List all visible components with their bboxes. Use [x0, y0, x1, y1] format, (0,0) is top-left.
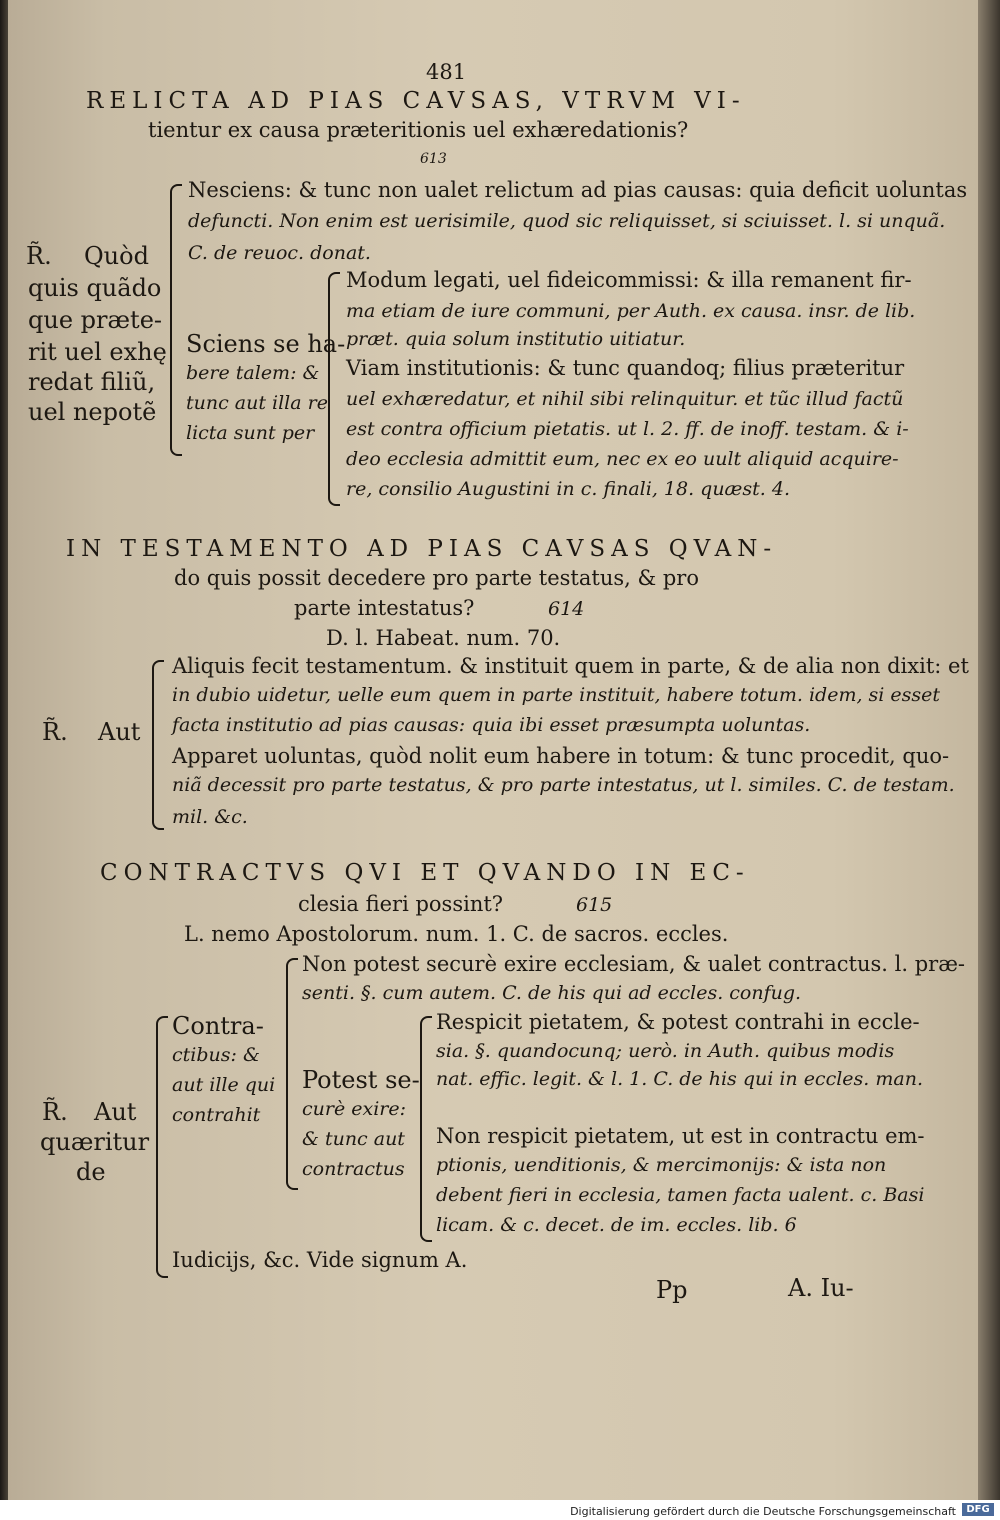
dfg-logo: DFG	[962, 1503, 994, 1516]
section1-lead-line: redat filiũ,	[28, 368, 156, 396]
section1-lead-line: rit uel exhę	[28, 338, 167, 366]
section2-number: 614	[548, 598, 585, 620]
non-respicit-line: licam. & c. decet. de im. eccles. lib. 6	[436, 1214, 797, 1236]
respicit-line: sia. §. quandocunq; uerò. in Auth. quibus modis	[436, 1040, 895, 1062]
contra-line: Contra-	[172, 1012, 264, 1040]
sciens-line: bere talem: &	[186, 362, 320, 384]
section1-lead-line: quis quãdo	[28, 274, 162, 302]
section2-brace	[152, 660, 164, 830]
sciens-line: tunc aut illa re	[186, 392, 328, 414]
page	[8, 0, 978, 1500]
potest-line: contractus	[302, 1158, 405, 1180]
aliquis-line: facta institutio ad pias causas: quia ibi esset præsumpta uoluntas.	[172, 714, 811, 736]
iudicijs-line: Iudicijs, &c. Vide signum A.	[172, 1248, 468, 1272]
non-potest-line: senti. §. cum autem. C. de his qui ad eccles. confug.	[302, 982, 802, 1004]
section1-lead-line: uel nepotẽ	[28, 398, 157, 426]
viam-line: Viam institutionis: & tunc quandoq; filius præteritur	[346, 356, 905, 380]
section1-main-brace	[170, 184, 182, 456]
contra-line: aut ille qui	[172, 1074, 276, 1096]
apparet-line: Apparet uoluntas, quòd nolit eum habere in totum: & tunc procedit, quo-	[172, 744, 950, 768]
non-respicit-line: debent fieri in ecclesia, tamen facta ualent. c. Basi	[436, 1184, 925, 1206]
viam-line: est contra officium pietatis. ut l. 2. ff. de inoff. testam. & i-	[346, 418, 909, 440]
section2-heading-line3: parte intestatus?	[294, 596, 475, 620]
section1-number: 613	[420, 151, 447, 167]
section1-sign: R̃.	[26, 242, 52, 270]
respicit-line: Respicit pietatem, & potest contrahi in eccle-	[436, 1010, 920, 1034]
modum-line: ma etiam de iure communi, per Auth. ex causa. insr. de lib.	[346, 300, 916, 322]
section1-lead-line: que præte-	[28, 306, 163, 334]
section1-lead-line: Quòd	[84, 242, 149, 270]
section1-sub-brace	[328, 272, 340, 506]
section2-reference: D. l. Habeat. num. 70.	[326, 626, 561, 650]
page-number: 481	[426, 60, 467, 84]
section3-lead-line: quæritur	[40, 1128, 150, 1156]
viam-line: deo ecclesia admittit eum, nec ex eo uult aliquid acquire-	[346, 448, 899, 470]
aliquis-line: in dubio uidetur, uelle eum quem in parte instituit, habere totum. idem, si esset	[172, 684, 941, 706]
section2-sign: R̃.	[42, 718, 68, 746]
contra-line: contrahit	[172, 1104, 261, 1126]
potest-line: Potest se-	[302, 1066, 420, 1094]
section3-sign: R̃.	[42, 1098, 68, 1126]
respicit-line: nat. effic. legit. & l. 1. C. de his qui in eccles. man.	[436, 1068, 923, 1090]
non-potest-line: Non potest securè exire ecclesiam, & ualet contractus. l. præ-	[302, 952, 966, 976]
potest-line: & tunc aut	[302, 1128, 405, 1150]
section3-lead-line: de	[76, 1158, 106, 1186]
signature-mark: Pp	[656, 1276, 688, 1304]
contra-line: ctibus: &	[172, 1044, 260, 1066]
catchword: A. Iu-	[788, 1274, 854, 1302]
non-respicit-line: Non respicit pietatem, ut est in contractu em-	[436, 1124, 925, 1148]
section3-heading-line2: clesia fieri possint?	[298, 892, 504, 916]
section3-main-brace	[156, 1016, 168, 1278]
section3-reference: L. nemo Apostolorum. num. 1. C. de sacros. eccles.	[184, 922, 729, 946]
nesciens-line: C. de reuoc. donat.	[188, 242, 371, 264]
aliquis-line: Aliquis fecit testamentum. & instituit quem in parte, & de alia non dixit: et	[172, 654, 969, 678]
potest-line: curè exire:	[302, 1098, 407, 1120]
section3-contra-brace	[286, 958, 298, 1190]
viam-line: re, consilio Augustini in c. finali, 18. quæst. 4.	[346, 478, 791, 500]
section1-heading-line2: tientur ex causa præteritionis uel exhæredationis?	[148, 118, 689, 142]
page-edge	[978, 0, 1000, 1500]
sciens-line: licta sunt per	[186, 422, 315, 444]
section2-lead: Aut	[98, 718, 141, 746]
section3-potest-brace	[420, 1016, 432, 1242]
section1-heading-line1: RELICTA AD PIAS CAVSAS, VTRVM VI-	[86, 88, 746, 114]
modum-line: præt. quia solum institutio uitiatur.	[346, 328, 686, 350]
nesciens-line: Nesciens: & tunc non ualet relictum ad pias causas: quia deficit uoluntas	[188, 178, 968, 202]
nesciens-line: defuncti. Non enim est uerisimile, quod sic reliquisset, si sciuisset. l. si unquã.	[188, 210, 946, 232]
section3-number: 615	[576, 894, 613, 916]
section2-heading-line2: do quis possit decedere pro parte testatus, & pro	[174, 566, 699, 590]
modum-line: Modum legati, uel fideicommissi: & illa remanent fir-	[346, 268, 912, 292]
sciens-line: Sciens se ha-	[186, 330, 346, 358]
section3-heading-line1: CONTRACTVS QVI ET QVANDO IN EC-	[100, 860, 750, 886]
section3-lead-line: Aut	[94, 1098, 137, 1126]
non-respicit-line: ptionis, uenditionis, & mercimonijs: & ista non	[436, 1154, 887, 1176]
apparet-line: niã decessit pro parte testatus, & pro parte intestatus, ut l. similes. C. de testam.	[172, 774, 955, 796]
section2-heading-line1: IN TESTAMENTO AD PIAS CAVSAS QVAN-	[66, 536, 778, 562]
viam-line: uel exhæredatur, et nihil sibi relinquitur. et tũc illud factũ	[346, 388, 904, 410]
apparet-line: mil. &c.	[172, 806, 248, 828]
funding-notice: Digitalisierung gefördert durch die Deutsche Forschungsgemeinschaft	[570, 1505, 956, 1518]
